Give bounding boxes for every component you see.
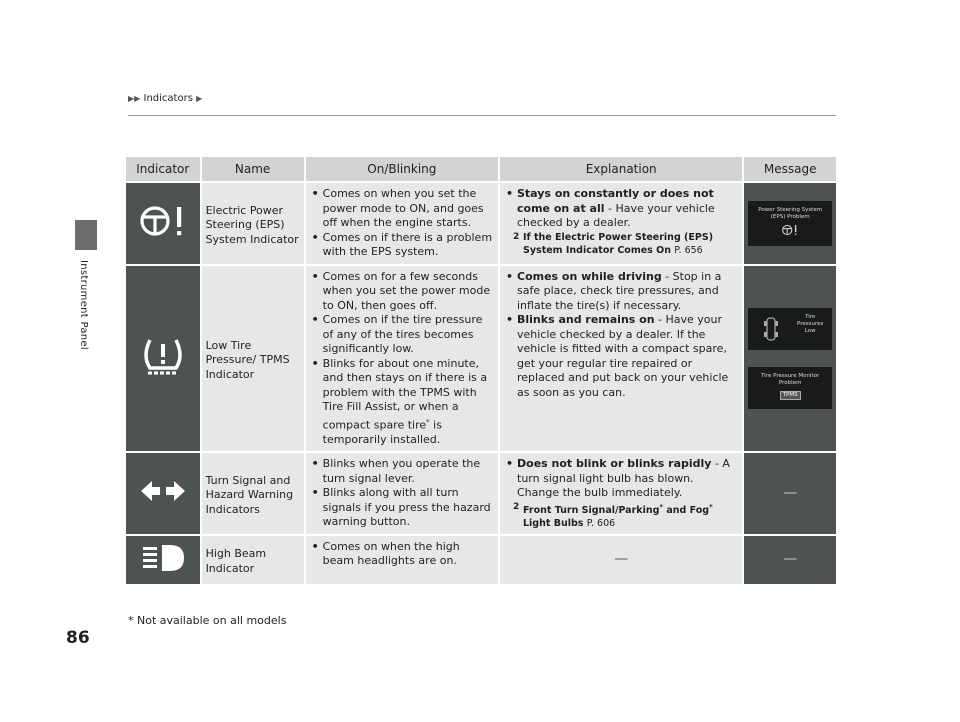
header-message: Message [744,157,836,181]
list-item: • Comes on when you set the power mode to ON, and goes off when the engine starts. [312,187,494,231]
indicator-cell [126,534,202,584]
turn-signal-arrows-icon [139,478,187,504]
high-beam-icon [140,544,186,572]
eps-message-display [748,201,832,246]
explanation-bold: Blinks and remains on [517,313,655,326]
header-explanation: Explanation [500,157,744,181]
header-rule [128,115,836,116]
breadcrumb-arrow-icon: ▶ [196,94,203,103]
list-item-text: Blinks for about one minute, and then stays on if there is a problem with the TPMS with Tire Fill Assist, or when a compact spare tire [322,356,488,432]
page-reference-link[interactable] [506,501,736,530]
message-none: — [783,484,798,501]
table-header-row [126,157,836,181]
reference-text: and Fog [663,504,710,516]
name-cell: High Beam Indicator [202,534,306,584]
header-indicator: Indicator [126,157,202,181]
indicator-cell [126,264,202,452]
message-cell [744,264,836,452]
indicator-cell [126,451,202,534]
explanation-none: — [614,551,629,568]
message-cell [744,181,836,264]
list-item [506,187,736,231]
message-cell [744,534,836,584]
message-cell [744,451,836,534]
section-label: Instrument Panel [78,260,89,350]
explanation-cell [500,534,744,584]
list-item [506,313,736,400]
list-item: • Comes on if there is a problem with the EPS system. [312,231,494,260]
explanation-cell [500,451,744,534]
list-item [312,357,494,448]
on-blinking-cell [306,534,500,584]
reference-arrow-icon: 2 [513,501,520,512]
tire-pressure-message-display [748,308,832,350]
footnote-star: * [659,502,664,511]
explanation-text: - Stop in a safe place, check tire pressures, and inflate the tire(s) if necessary. [517,269,722,312]
car-top-view-icon [764,316,778,342]
page-number: 86 [66,628,90,648]
list-item: • Comes on for a few seconds when you set the power mode to ON, then goes off. [312,270,494,314]
on-blinking-cell [306,264,500,452]
reference-text: Light Bulbs [523,517,584,529]
header-name: Name [202,157,306,181]
breadcrumb-label[interactable]: Indicators [143,93,193,104]
eps-warning-icon [137,201,189,241]
list-item [506,457,736,501]
name-cell: Turn Signal and Hazard Warning Indicators [202,451,306,534]
name-cell: Electric Power Steering (EPS) System Indicator [202,181,306,264]
message-text: Tire Pressures Low [797,313,824,334]
reference-page: P. 606 [586,517,616,529]
explanation-cell [500,181,744,264]
table-row [126,451,836,534]
reference-text: Front Turn Signal/Parking [523,504,660,516]
message-text: Power Steering System (EPS) Problem [758,206,823,220]
list-item: • Blinks along with all turn signals if you press the hazard warning button. [312,486,494,530]
list-item [506,270,736,314]
footnote-star: * [709,502,713,511]
explanation-text: - Have your vehicle checked by a dealer. If the vehicle is fitted with a compact spare, get your regular tire repaired or replaced and put back on your vehicle as soon as you can. [517,313,729,399]
breadcrumb-arrow-icon: ▶▶ [128,94,141,103]
name-cell: Low Tire Pressure/ TPMS Indicator [202,264,306,452]
indicator-table [126,157,836,584]
explanation-text: - Have your vehicle checked by a dealer. [517,201,715,229]
reference-page: P. 656 [674,244,703,256]
explanation-cell [500,264,744,452]
on-blinking-cell [306,451,500,534]
explanation-bold: Comes on while driving [517,269,662,283]
footnote: * Not available on all models [128,614,287,627]
tpms-badge: TPMS [780,391,801,400]
list-item-text: is temporarily installed. [322,418,442,446]
reference-text: If the Electric Power Steering (EPS) System Indicator Comes On [523,231,714,256]
table-row [126,264,836,452]
list-item: • Blinks when you operate the turn signal lever. [312,457,494,486]
header-on-blinking: On/Blinking [306,157,500,181]
section-tab [75,220,97,250]
breadcrumb [128,93,202,104]
explanation-bold: Stays on constantly or does not come on at all [517,187,714,215]
table-row [126,181,836,264]
message-none: — [783,551,798,568]
eps-warning-icon [780,223,800,237]
tpms-message-display [748,367,832,409]
footnote-star: * [426,417,430,426]
table-row [126,534,836,584]
on-blinking-cell [306,181,500,264]
page-reference-link[interactable] [506,231,736,257]
tire-pressure-icon [138,334,188,378]
list-item: • Comes on when the high beam headlights are on. [312,540,494,569]
explanation-text: - A turn signal light bulb has blown. Change the bulb immediately. [517,457,730,500]
list-item: • Comes on if the tire pressure of any of the tires becomes significantly low. [312,313,494,357]
message-text: Tire Pressure Monitor Problem [761,372,820,386]
reference-arrow-icon: 2 [513,231,520,242]
indicator-cell [126,181,202,264]
explanation-bold: Does not blink or blinks rapidly [517,457,712,471]
